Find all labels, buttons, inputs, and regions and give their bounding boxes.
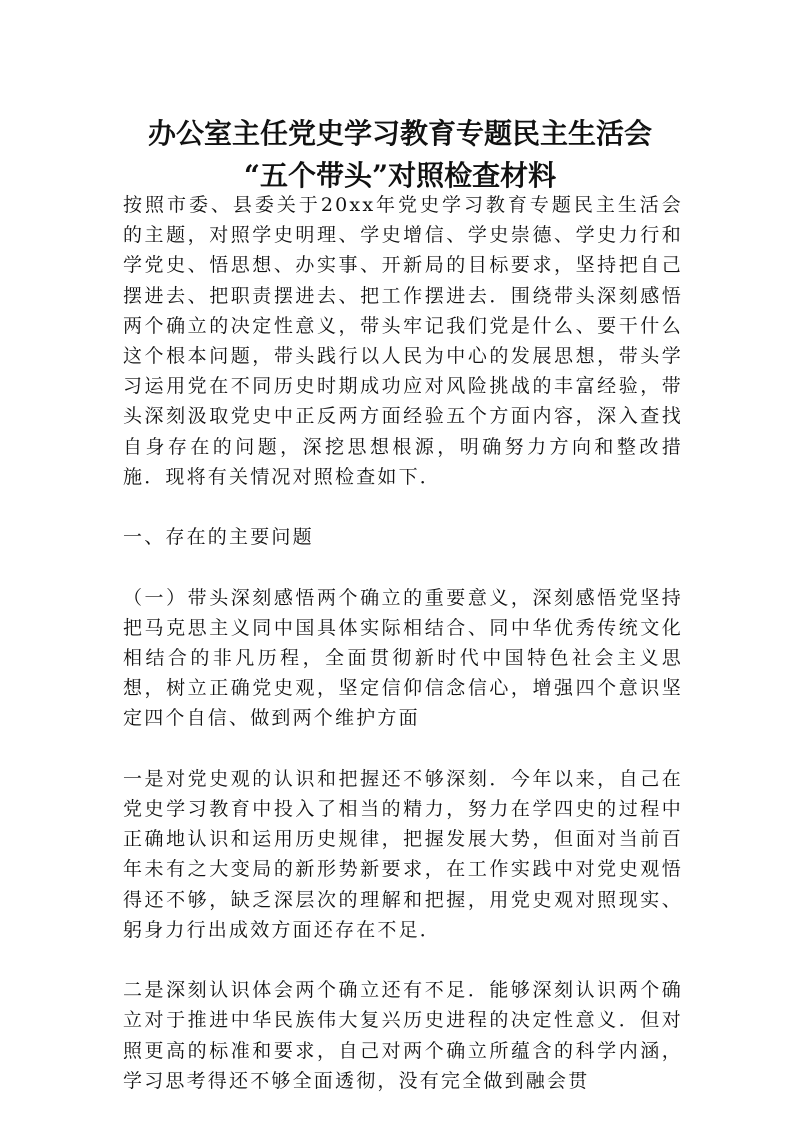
title-line-1: 办公室主任党史学习教育专题民主生活会 (147, 117, 652, 150)
document-title (100, 113, 700, 197)
paragraph-gap (123, 734, 683, 764)
document-body (123, 190, 683, 1096)
paragraph-gap (123, 552, 683, 582)
subsection-heading: （一）带头深刻感悟两个确立的重要意义，深刻感悟党坚持把马克思主义同中国具体实际相结合、同中华优秀传统文化相结合的非凡历程，全面贯彻新时代中国特色社会主义思想，树立正确党史观，坚定信仰信念信心，增强四个意识坚定四个自信、做到两个维护方面 (123, 586, 683, 730)
issue-paragraph-1: 一是对党史观的认识和把握还不够深刻．今年以来，自己在党史学习教育中投入了相当的精力，努力在学四史的过程中正确地认识和运用历史规律，把握发展大势，但面对当前百年未有之大变局的新形势新要求，在工作实践中对党史观悟得还不够，缺乏深层次的理解和把握，用党史观对照现实、躬身力行出成效方面还存在不足． (123, 767, 683, 941)
issue-paragraph-2: 二是深刻认识体会两个确立还有不足．能够深刻认识两个确立对于推进中华民族伟大复兴历史进程的决定性意义．但对照更高的标准和要求，自己对两个确立所蕴含的科学内涵，学习思考得还不够全面透彻，没有完全做到融会贯 (123, 979, 683, 1092)
intro-paragraph: 按照市委、县委关于20xx年党史学习教育专题民主生活会的主题，对照学史明理、学史增信、学史崇德、学史力行和学党史、悟思想、办实事、开新局的目标要求，坚持把自己摆进去、把职责摆进去、把工作摆进去．围绕带头深刻感悟两个确立的决定性意义，带头牢记我们党是什么、要干什么这个根本问题，带头践行以人民为中心的发展思想，带头学习运用党在不同历史时期成功应对风险挑战的丰富经验，带头深刻汲取党史中正反两方面经验五个方面内容，深入查找自身存在的问题，深挖思想根源，明确努力方向和整改措施．现将有关情况对照检查如下． (123, 194, 683, 488)
paragraph-gap (123, 945, 683, 975)
paragraph-gap (123, 492, 683, 522)
title-line-2: “五个带头”对照检查材料 (243, 159, 557, 192)
section-heading: 一、存在的主要问题 (123, 526, 314, 549)
